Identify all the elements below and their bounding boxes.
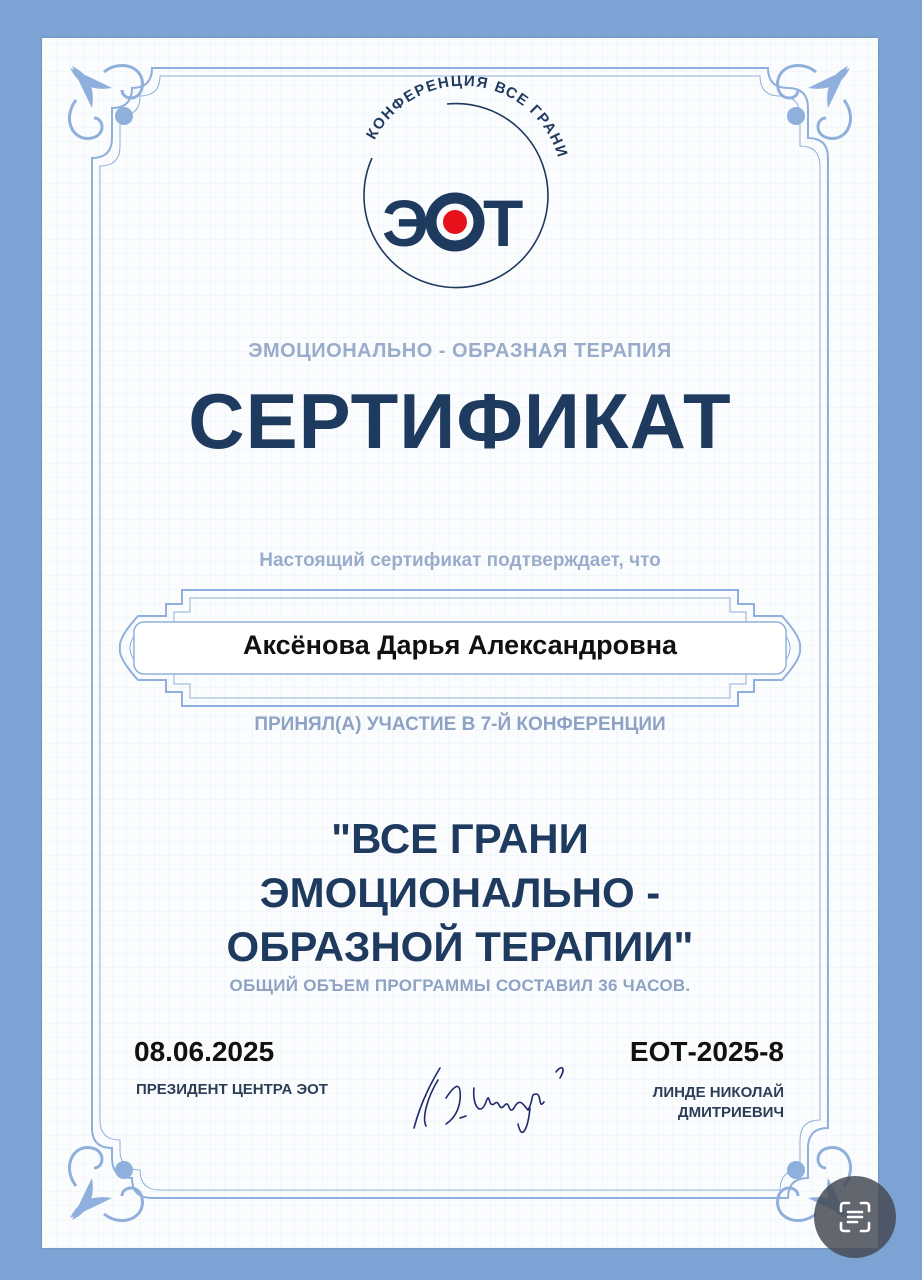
participation-text: ПРИНЯЛ(А) УЧАСТИЕ В 7-Й КОНФЕРЕНЦИИ [254, 714, 666, 735]
signer-name-line: ЛИНДЕ НИКОЛАЙ [652, 1084, 784, 1101]
certificate-sheet [42, 38, 878, 1248]
issue-date: 08.06.2025 [134, 1036, 275, 1067]
certificate-number: ЕОТ-2025-8 [629, 1036, 784, 1067]
conference-title-line: "ВСЕ ГРАНИ [331, 815, 589, 862]
corner-ornament-top-left [69, 65, 142, 138]
certificate-subtitle: ЭМОЦИОНАЛЬНО - ОБРАЗНАЯ ТЕРАПИЯ [248, 340, 672, 362]
confirmation-text: Настоящий сертификат подтверждает, что [259, 550, 661, 571]
conference-title [42, 812, 878, 974]
logo-red-dot [443, 210, 467, 234]
corner-ornament-top-right [778, 65, 851, 138]
program-volume: ОБЩИЙ ОБЪЕМ ПРОГРАММЫ СОСТАВИЛ 36 ЧАСОВ. [229, 976, 691, 995]
logo-letter-e: Э [382, 186, 429, 260]
signer-name [584, 1083, 784, 1123]
conference-title-line: ЭМОЦИОНАЛЬНО - [259, 869, 661, 916]
conference-title-line: ОБРАЗНОЙ ТЕРАПИИ" [226, 923, 694, 970]
text-scan-button[interactable] [814, 1176, 896, 1258]
conference-logo [363, 73, 571, 288]
signer-name-line: ДМИТРИЕВИЧ [677, 1104, 784, 1121]
corner-ornament-bottom-left [69, 1148, 142, 1221]
logo-arc-text: КОНФЕРЕНЦИЯ ВСЕ ГРАНИ [363, 72, 571, 161]
recipient-name: Аксёнова Дарья Александровна [242, 630, 678, 660]
president-label: ПРЕЗИДЕНТ ЦЕНТРА ЭОТ [136, 1081, 328, 1098]
certificate-title: СЕРТИФИКАТ [188, 377, 732, 465]
president-signature [414, 1068, 563, 1133]
text-scan-icon [835, 1197, 875, 1237]
logo-letter-t: Т [483, 186, 524, 260]
